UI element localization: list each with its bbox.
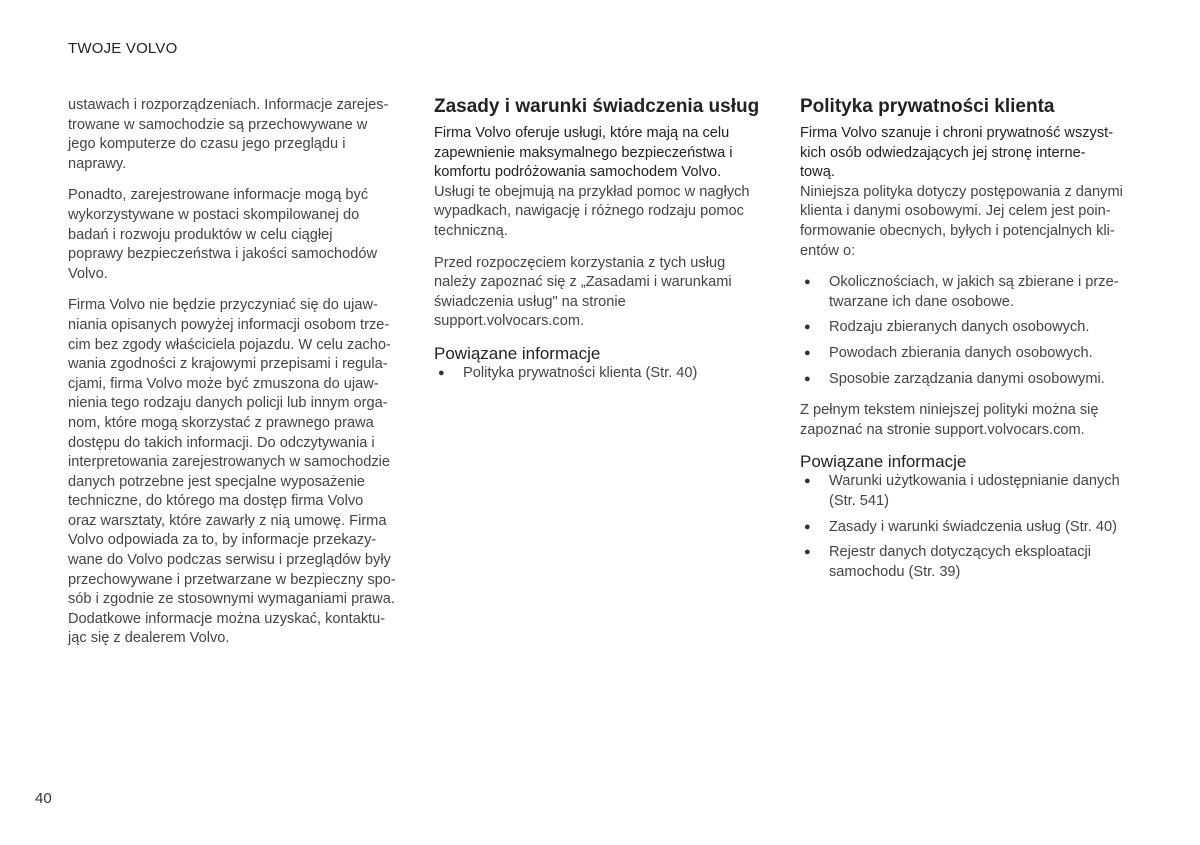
list-item [800, 370, 1134, 390]
bullet-icon: ● [804, 546, 811, 559]
related-link[interactable] [800, 543, 1134, 582]
section-title-services: Zasady i warunki świadczenia usług [434, 96, 760, 117]
bullet-icon: ● [804, 475, 811, 488]
related-link-text: Polityka prywatności klienta (Str. 40) [463, 364, 698, 381]
paragraph: Ponadto, zarejestrowane informacje mogą być wykorzystywane w postaci skompilowanej do badań i rozwoju produktów w celu ciągłej poprawy bezpieczeństwa i jakości samochodów Volvo. [68, 187, 378, 282]
section-title-privacy: Polityka prywatności klienta [800, 96, 1055, 117]
bullet-icon: ● [804, 520, 811, 533]
list-item-text: Rodzaju zbieranych danych osobowych. [829, 319, 1090, 336]
page-number: 40 [35, 790, 52, 807]
running-header: TWOJE VOLVO [68, 40, 178, 57]
list-item-text: Sposobie zarządzania danymi osobowymi. [829, 370, 1105, 387]
column-left [68, 96, 402, 661]
bullet-list [800, 273, 1134, 389]
list-item [800, 318, 1134, 338]
bullet-icon: ● [804, 321, 811, 334]
related-link-text: Warunki użytkowania i udostępnianie danych (Str. 541) [829, 473, 1120, 509]
bullet-icon: ● [804, 372, 811, 385]
list-item [800, 344, 1134, 364]
paragraph: Przed rozpoczęciem korzystania z tych usług należy zapoznać się z „Zasadami i warunkami świadczenia usług" na stronie support.volvocars.com. [434, 254, 732, 330]
section-lead: Firma Volvo oferuje usługi, które mają na celu zapewnienie maksymalnego bezpieczeństwa i komfortu podróżowania samochodem Volvo. [434, 125, 733, 181]
section-lead: Firma Volvo szanuje i chroni prywatność wszyst- kich osób odwiedzających jej stronę interne- tową. [800, 125, 1114, 181]
column-middle [434, 96, 768, 396]
related-info-list [800, 472, 1134, 582]
paragraph: Usługi te obejmują na przykład pomoc w nagłych wypadkach, nawigację i różnego rodzaju pomoc techniczną. [434, 183, 750, 239]
related-link-text: Zasady i warunki świadczenia usług (Str. 40) [829, 518, 1117, 535]
list-item-text: Okolicznościach, w jakich są zbierane i prze- twarzane ich dane osobowe. [829, 274, 1119, 310]
list-item [800, 273, 1134, 312]
related-link[interactable] [800, 518, 1134, 538]
paragraph: Z pełnym tekstem niniejszej polityki można się zapoznać na stronie support.volvocars.com. [800, 402, 1099, 438]
list-item-text: Powodach zbierania danych osobowych. [829, 344, 1093, 361]
paragraph: Niniejsza polityka dotyczy postępowania z danymi klienta i danymi osobowymi. Jej celem jest poin- formowanie obecnych, byłych i potencjalnych kli- entów o: [800, 183, 1123, 259]
related-link-text: Rejestr danych dotyczących eksploatacji samochodu (Str. 39) [829, 544, 1092, 580]
bullet-icon: ● [438, 366, 445, 379]
paragraph: ustawach i rozporządzeniach. Informacje zarejes- trowane w samochodzie są przechowywane w jego komputerze do czasu jego przeglądu i naprawy. [68, 97, 389, 172]
column-right [800, 96, 1134, 594]
related-link[interactable] [434, 364, 768, 384]
bullet-icon: ● [804, 346, 811, 359]
paragraph: Firma Volvo nie będzie przyczyniać się do ujaw- niania opisanych powyżej informacji osobom trze- cim bez zgody właściciela pojazdu. W celu zacho- wania zgodności z krajowymi przepisami i regula- cjami, firma Volvo może być zmuszona do ujaw- nienia tego rodzaju danych policji lub innym orga- nom, które mogą skorzystać z prawnego prawa dostępu do takich informacji. Do odczytywania i interpretowania zarejestrowanych w samochodzie danych potrzebne jest specjalne wyposażenie techniczne, do którego ma dostęp firma Volvo oraz warsztaty, które zawarły z nią umowę. Firma Volvo odpowiada za to, by informacje przekazy- wane do Volvo podczas serwisu i przeglądów były przechowywane i przetwarzane w bezpieczny spo- sób i zgodnie ze stosownymi wymaganiami prawa. Dodatkowe informacje można uzyskać, kontaktu- jąc się z dealerem Volvo. [68, 297, 396, 647]
related-info-heading: Powiązane informacje [434, 343, 601, 363]
related-info-heading: Powiązane informacje [800, 452, 967, 472]
related-info-list [434, 364, 768, 384]
bullet-icon: ● [804, 276, 811, 289]
related-link[interactable] [800, 472, 1134, 511]
